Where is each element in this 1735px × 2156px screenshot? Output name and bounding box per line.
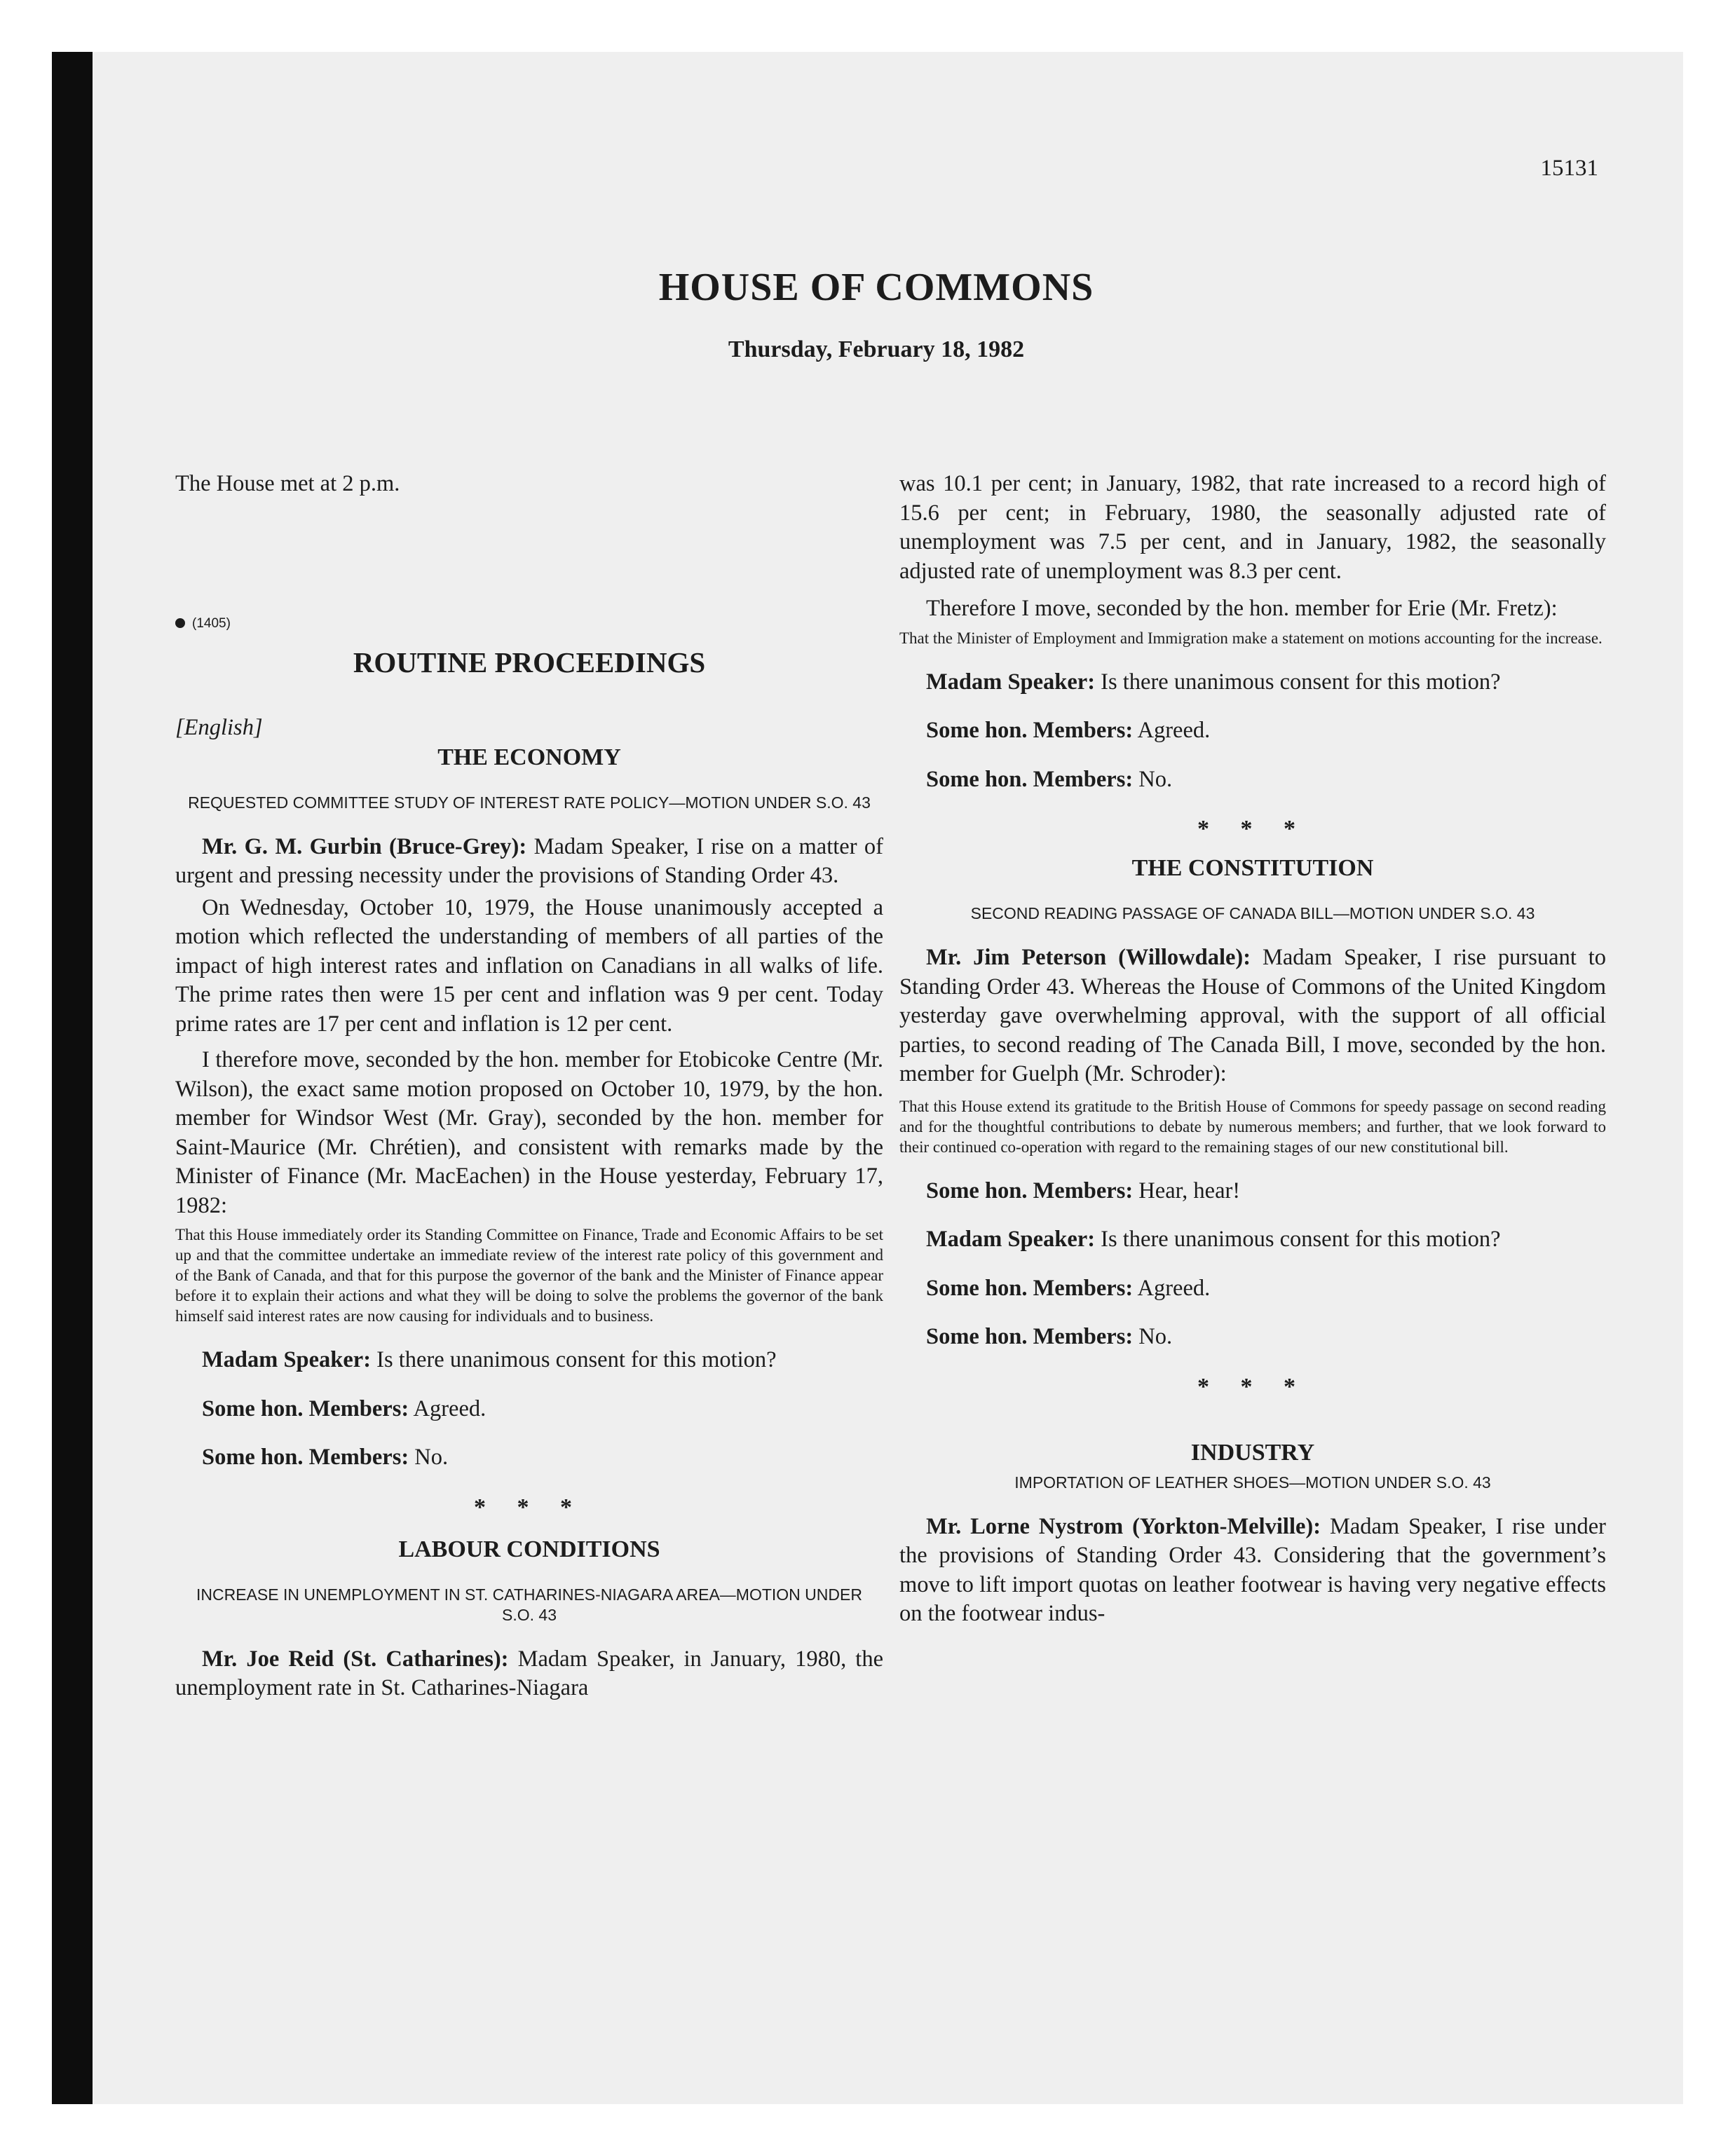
subheading-labour: INCREASE IN UNEMPLOYMENT IN ST. CATHARINES-NIAGARA AREA—MOTION UNDER S.O. 43 [196,1585,862,1624]
members-no-economy: Some hon. Members: No. [202,1445,449,1470]
members-agreed-economy: Some hon. Members: Agreed. [202,1396,487,1421]
house-met-text: The House met at 2 p.m. [175,471,400,496]
members-hear-constitution: Some hon. Members: Hear, hear! [926,1178,1241,1203]
subheading-economy: REQUESTED COMMITTEE STUDY OF INTEREST RATE POLICY—MOTION UNDER S.O. 43 [188,793,871,812]
section-title-routine: ROUTINE PROCEEDINGS [353,646,706,678]
members-agreed-constitution: Some hon. Members: Agreed. [926,1275,1211,1301]
paragraph-peterson-1: Mr. Jim Peterson (Willowdale): Madam Speaker, I rise pursuant to Standing Order 43. Whereas the House of Commons of the United Kingdom yesterday gave overwhelming approval, with the support of all official parties, to second reading of The Canada Bill, I move, seconded by the hon. member for Guelph (Mr. Schroder): [899,945,1606,1086]
madam-speaker-labour: Madam Speaker: Is there unanimous consent for this motion? [926,669,1501,695]
subject-economy: THE ECONOMY [437,744,621,770]
left-column [175,470,883,1703]
page-title: HOUSE OF COMMONS [658,266,1094,309]
paragraph-nystrom-1: Mr. Lorne Nystrom (Yorkton-Melville): Madam Speaker, I rise under the provisions of Standing Order 43. Considering that the government’s move to lift import quotas on leather footwear is having very negative effects on the footwear indus- [899,1513,1606,1626]
subject-constitution: THE CONSTITUTION [1131,855,1374,881]
subject-industry: INDUSTRY [1190,1439,1315,1466]
madam-speaker-constitution: Madam Speaker: Is there unanimous consent for this motion? [926,1227,1501,1252]
paragraph-reid-2: was 10.1 per cent; in January, 1982, that rate increased to a record high of 15.6 per cent; in February, 1980, the seasonally adjusted rate of unemployment was 7.5 per cent, and in January, 1982, the seasonally adjusted rate of unemployment was 8.3 per cent. [899,471,1606,584]
members-agreed-labour: Some hon. Members: Agreed. [926,718,1211,743]
members-no-labour: Some hon. Members: No. [926,766,1173,792]
motion-text-labour: That the Minister of Employment and Immigration make a statement on motions accounting for the increase. [899,629,1603,647]
paragraph-gurbin-1: Mr. G. M. Gurbin (Bruce-Grey): Madam Speaker, I rise on a matter of urgent and pressing necessity under the provisions of Standing Order 43. [175,833,884,888]
motion-text-constitution: That this House extend its gratitude to the British House of Commons for speedy passage on second reading and for the thoughtful contributions to debate by numerous members; and further, that we look forward to their continued co-operation with regard to the remaining stages of our new constitutional bill. [899,1097,1606,1156]
separator-stars: * * * [1197,1373,1308,1400]
paragraph-gurbin-2: On Wednesday, October 10, 1979, the House unanimously accepted a motion which reflected the understanding of members of all parties of the impact of high interest rates and inflation on Canadians in all walks of life. The prime rates then were 15 per cent and inflation was 9 per cent. Today prime rates are 17 per cent and inflation is 12 per cent. [175,894,883,1037]
paragraph-reid-1: Mr. Joe Reid (St. Catharines): Madam Speaker, in January, 1980, the unemployment rate in St. Catharines-Niagara [175,1646,883,1700]
paragraph-reid-3: Therefore I move, seconded by the hon. member for Erie (Mr. Fretz): [926,596,1558,621]
page-number: 15131 [1540,156,1598,181]
subject-labour: LABOUR CONDITIONS [398,1536,660,1562]
members-no-constitution: Some hon. Members: No. [926,1324,1173,1349]
motion-text-economy: That this House immediately order its Standing Committee on Finance, Trade and Economic Affairs to be set up and that the committee undertake an immediate review of the interest rate policy of this government and of the Bank of Canada, and that for this purpose the governor of the bank and the Minister of Finance appear before it to explain their actions and what they will be doing to solve the problems the governor of the bank himself said interest rates are now causing for individuals and to business. [175,1226,883,1325]
subheading-constitution: SECOND READING PASSAGE OF CANADA BILL—MOTION UNDER S.O. 43 [970,904,1535,922]
right-column [899,470,1606,1629]
binding-edge [52,52,93,2104]
subheading-industry: IMPORTATION OF LEATHER SHOES—MOTION UNDER S.O. 43 [1014,1473,1491,1492]
madam-speaker-economy: Madam Speaker: Is there unanimous consent for this motion? [202,1347,777,1372]
separator-stars: * * * [1197,816,1308,842]
bullet-icon [175,618,185,628]
time-marker: (1405) [175,610,883,638]
separator-stars: * * * [474,1494,585,1520]
sitting-date: Thursday, February 18, 1982 [728,336,1025,362]
language-marker: [English] [175,714,263,740]
paragraph-gurbin-3: I therefore move, seconded by the hon. member for Etobicoke Centre (Mr. Wilson), the exact same motion proposed on October 10, 1979, by the hon. member for Windsor West (Mr. Gray), seconded by the hon. member for Saint-Maurice (Mr. Chrétien), and consistent with remarks made by the Minister of Finance (Mr. MacEachen) in the House yesterday, February 17, 1982: [175,1047,883,1218]
